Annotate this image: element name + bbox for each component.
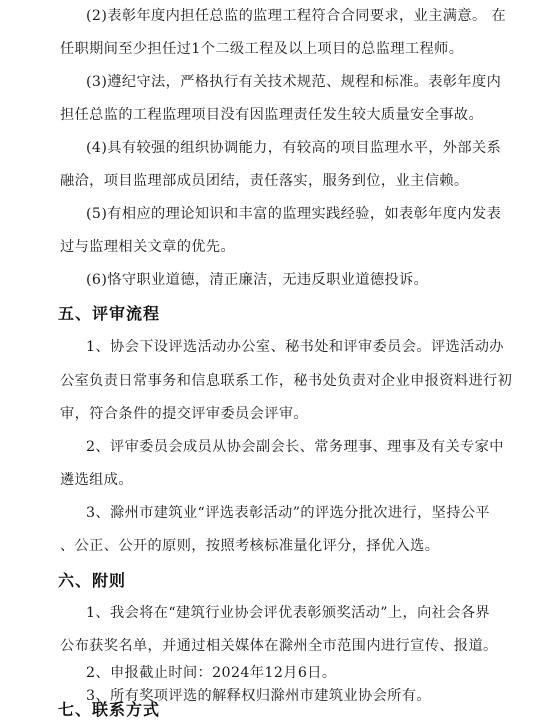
- review-p2-line-2: 遴选组成。: [60, 472, 133, 488]
- review-p1-line-1: 1、协会下设评选活动办公室、秘书处和评审委员会。评选活动办: [86, 339, 504, 355]
- criteria-item-5-line-2: 过与监理相关文章的优先。: [60, 239, 236, 255]
- criteria-item-2-line-1: (2)表彰年度内担任总监的监理工程符合合同要求，业主满意。 在: [86, 8, 507, 24]
- appendix-p2-line-1: 2、申报截止时间：2024年12月6日。: [86, 665, 337, 681]
- section-contact-heading: 七、联系方式: [58, 700, 161, 719]
- section-appendix-heading: 六、附则: [58, 571, 127, 590]
- review-p2-line-1: 2、评审委员会成员从协会副会长、常务理事、理事及有关专家中: [86, 439, 504, 455]
- appendix-p1-line-2: 公布获奖名单，并通过相关媒体在滁州全市范围内进行宣传、报道。: [60, 638, 498, 654]
- criteria-item-6-line-1: (6)恪守职业道德，清正廉洁，无违反职业道德投诉。: [86, 272, 429, 288]
- section-review-heading: 五、评审流程: [58, 304, 161, 323]
- criteria-item-2-line-2: 任职期间至少担任过1个二级工程及以上项目的总监理工程师。: [60, 41, 464, 57]
- review-p3-line-1: 3、滁州市建筑业“评选表彰活动”的评选分批次进行，坚持公平: [86, 505, 491, 521]
- criteria-item-3-line-1: (3)遵纪守法，严格执行有关技术规范、规程和标准。表彰年度内: [86, 74, 502, 90]
- criteria-item-3-line-2: 担任总监的工程监理项目没有因监理责任发生较大质量安全事故。: [60, 107, 484, 123]
- appendix-p1-line-1: 1、我会将在“建筑行业协会评优表彰颁奖活动”上，向社会各界: [86, 605, 491, 621]
- criteria-item-4-line-1: (4)具有较强的组织协调能力，有较高的项目监理水平，外部关系: [86, 140, 502, 156]
- review-p1-line-2: 公室负责日常事务和信息联系工作，秘书处负责对企业申报资料进行初: [60, 373, 513, 389]
- review-p3-line-2: 、公正、公开的原则，按照考核标准量化评分，择优入选。: [60, 538, 440, 554]
- review-p1-line-3: 审，符合条件的提交评审委员会评审。: [60, 406, 308, 422]
- appendix-p3-line-1: 3、所有奖项评选的解释权归滁州市建筑业协会所有。: [86, 688, 431, 704]
- criteria-item-4-line-2: 融洽，项目监理部成员团结，责任落实，服务到位，业主信赖。: [60, 173, 469, 189]
- criteria-item-5-line-1: (5)有相应的理论知识和丰富的监理实践经验，如表彰年度内发表: [86, 206, 502, 222]
